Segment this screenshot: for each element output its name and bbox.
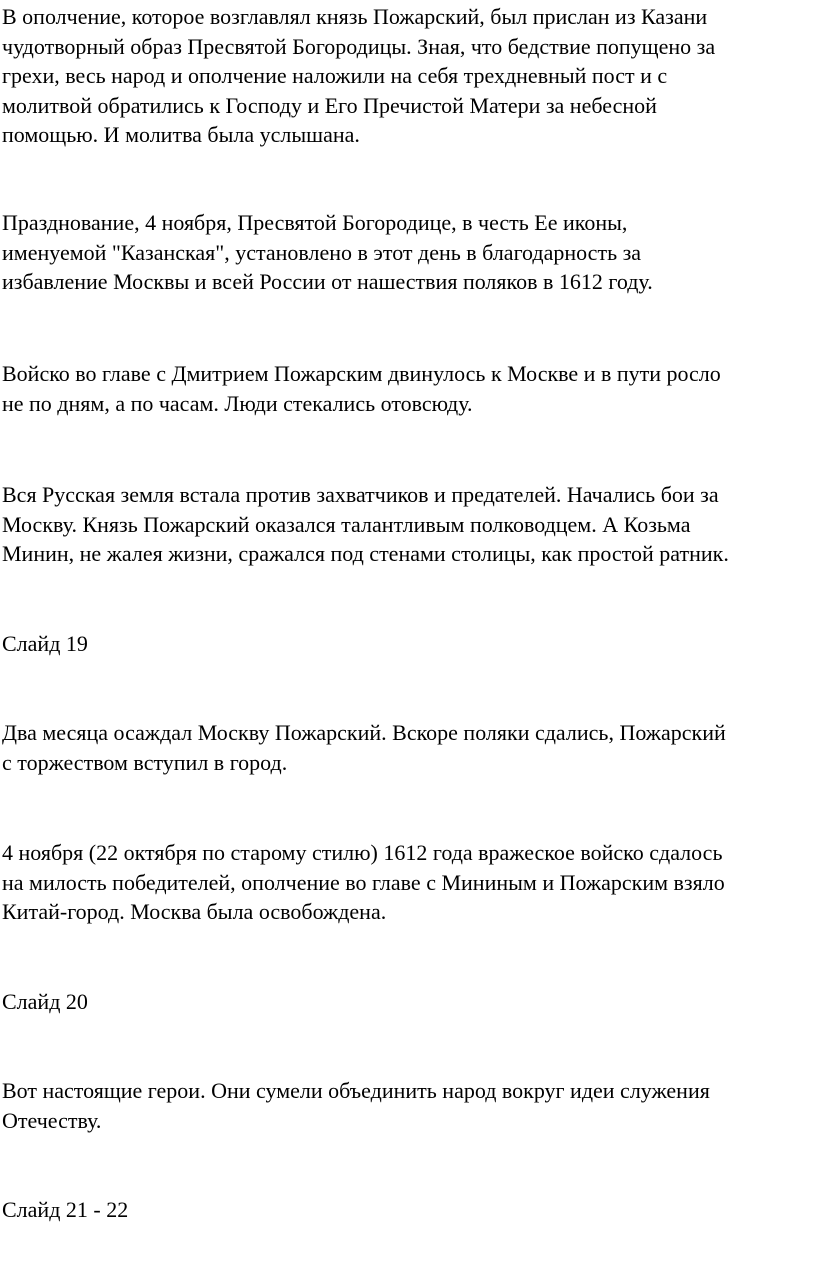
text-line: В ополчение, которое возглавлял князь Пожарский, был прислан из Казани [2,4,708,29]
text-line: Слайд 19 [2,631,88,656]
paragraph-6 [2,838,725,927]
text-line: молитвой обратились к Господу и Его Пречистой Матери за небесной [2,92,657,118]
text-line: избавление Москвы и всей России от нашествия поляков в 1612 году. [2,269,653,294]
text-line: Слайд 21 - 22 [2,1197,129,1222]
text-line: чудотворный образ Пресвятой Богородицы. Зная, что бедствие попущено за [2,33,716,59]
text-line: Вся Русская земля встала против захватчиков и предателей. Начались бои за [2,482,719,507]
text-line: Китай-город. Москва была освобождена. [2,899,387,924]
slide-heading-21-22 [2,1195,128,1225]
text-line: не по дням, а по часам. Люди стекались отовсюду. [2,390,473,416]
text-line: Войско во главе с Дмитрием Пожарским двинулось к Москве и в пути росло [2,361,721,386]
paragraph-3 [2,359,721,418]
text-line: Москву. Князь Пожарский оказался талантливым полководцем. А Козьма [2,511,691,537]
slide-heading-19 [2,629,88,659]
paragraph-5 [2,718,726,777]
text-line: Слайд 20 [2,989,88,1014]
slide-heading-20 [2,987,88,1017]
paragraph-2 [2,208,653,297]
text-line: Празднование, 4 ноября, Пресвятой Богородице, в честь Ее иконы, [2,210,628,235]
text-line: помощью. И молитва была услышана. [2,122,360,147]
text-line: грехи, весь народ и ополчение наложили на себя трехдневный пост и с [2,63,668,88]
text-line: Два месяца осаждал Москву Пожарский. Вскоре поляки сдались, Пожарский [2,720,726,745]
text-line: Отечеству. [2,1107,102,1133]
text-line: Минин, не жалея жизни, сражался под стенами столицы, как простой ратник. [2,541,729,566]
text-line: именуемой "Казанская", установлено в этот день в благодарность за [2,239,642,265]
text-line: Вот настоящие герои. Они сумели объединить народ вокруг идеи служения [2,1078,710,1103]
paragraph-4 [2,480,729,569]
text-line: на милость победителей, ополчение во главе с Мининым и Пожарским взяло [2,869,725,895]
text-line: 4 ноября (22 октября по старому стилю) 1612 года вражеское войско сдалось [2,840,723,865]
paragraph-1 [2,2,715,150]
text-line: с торжеством вступил в город. [2,749,288,775]
paragraph-7 [2,1076,710,1135]
